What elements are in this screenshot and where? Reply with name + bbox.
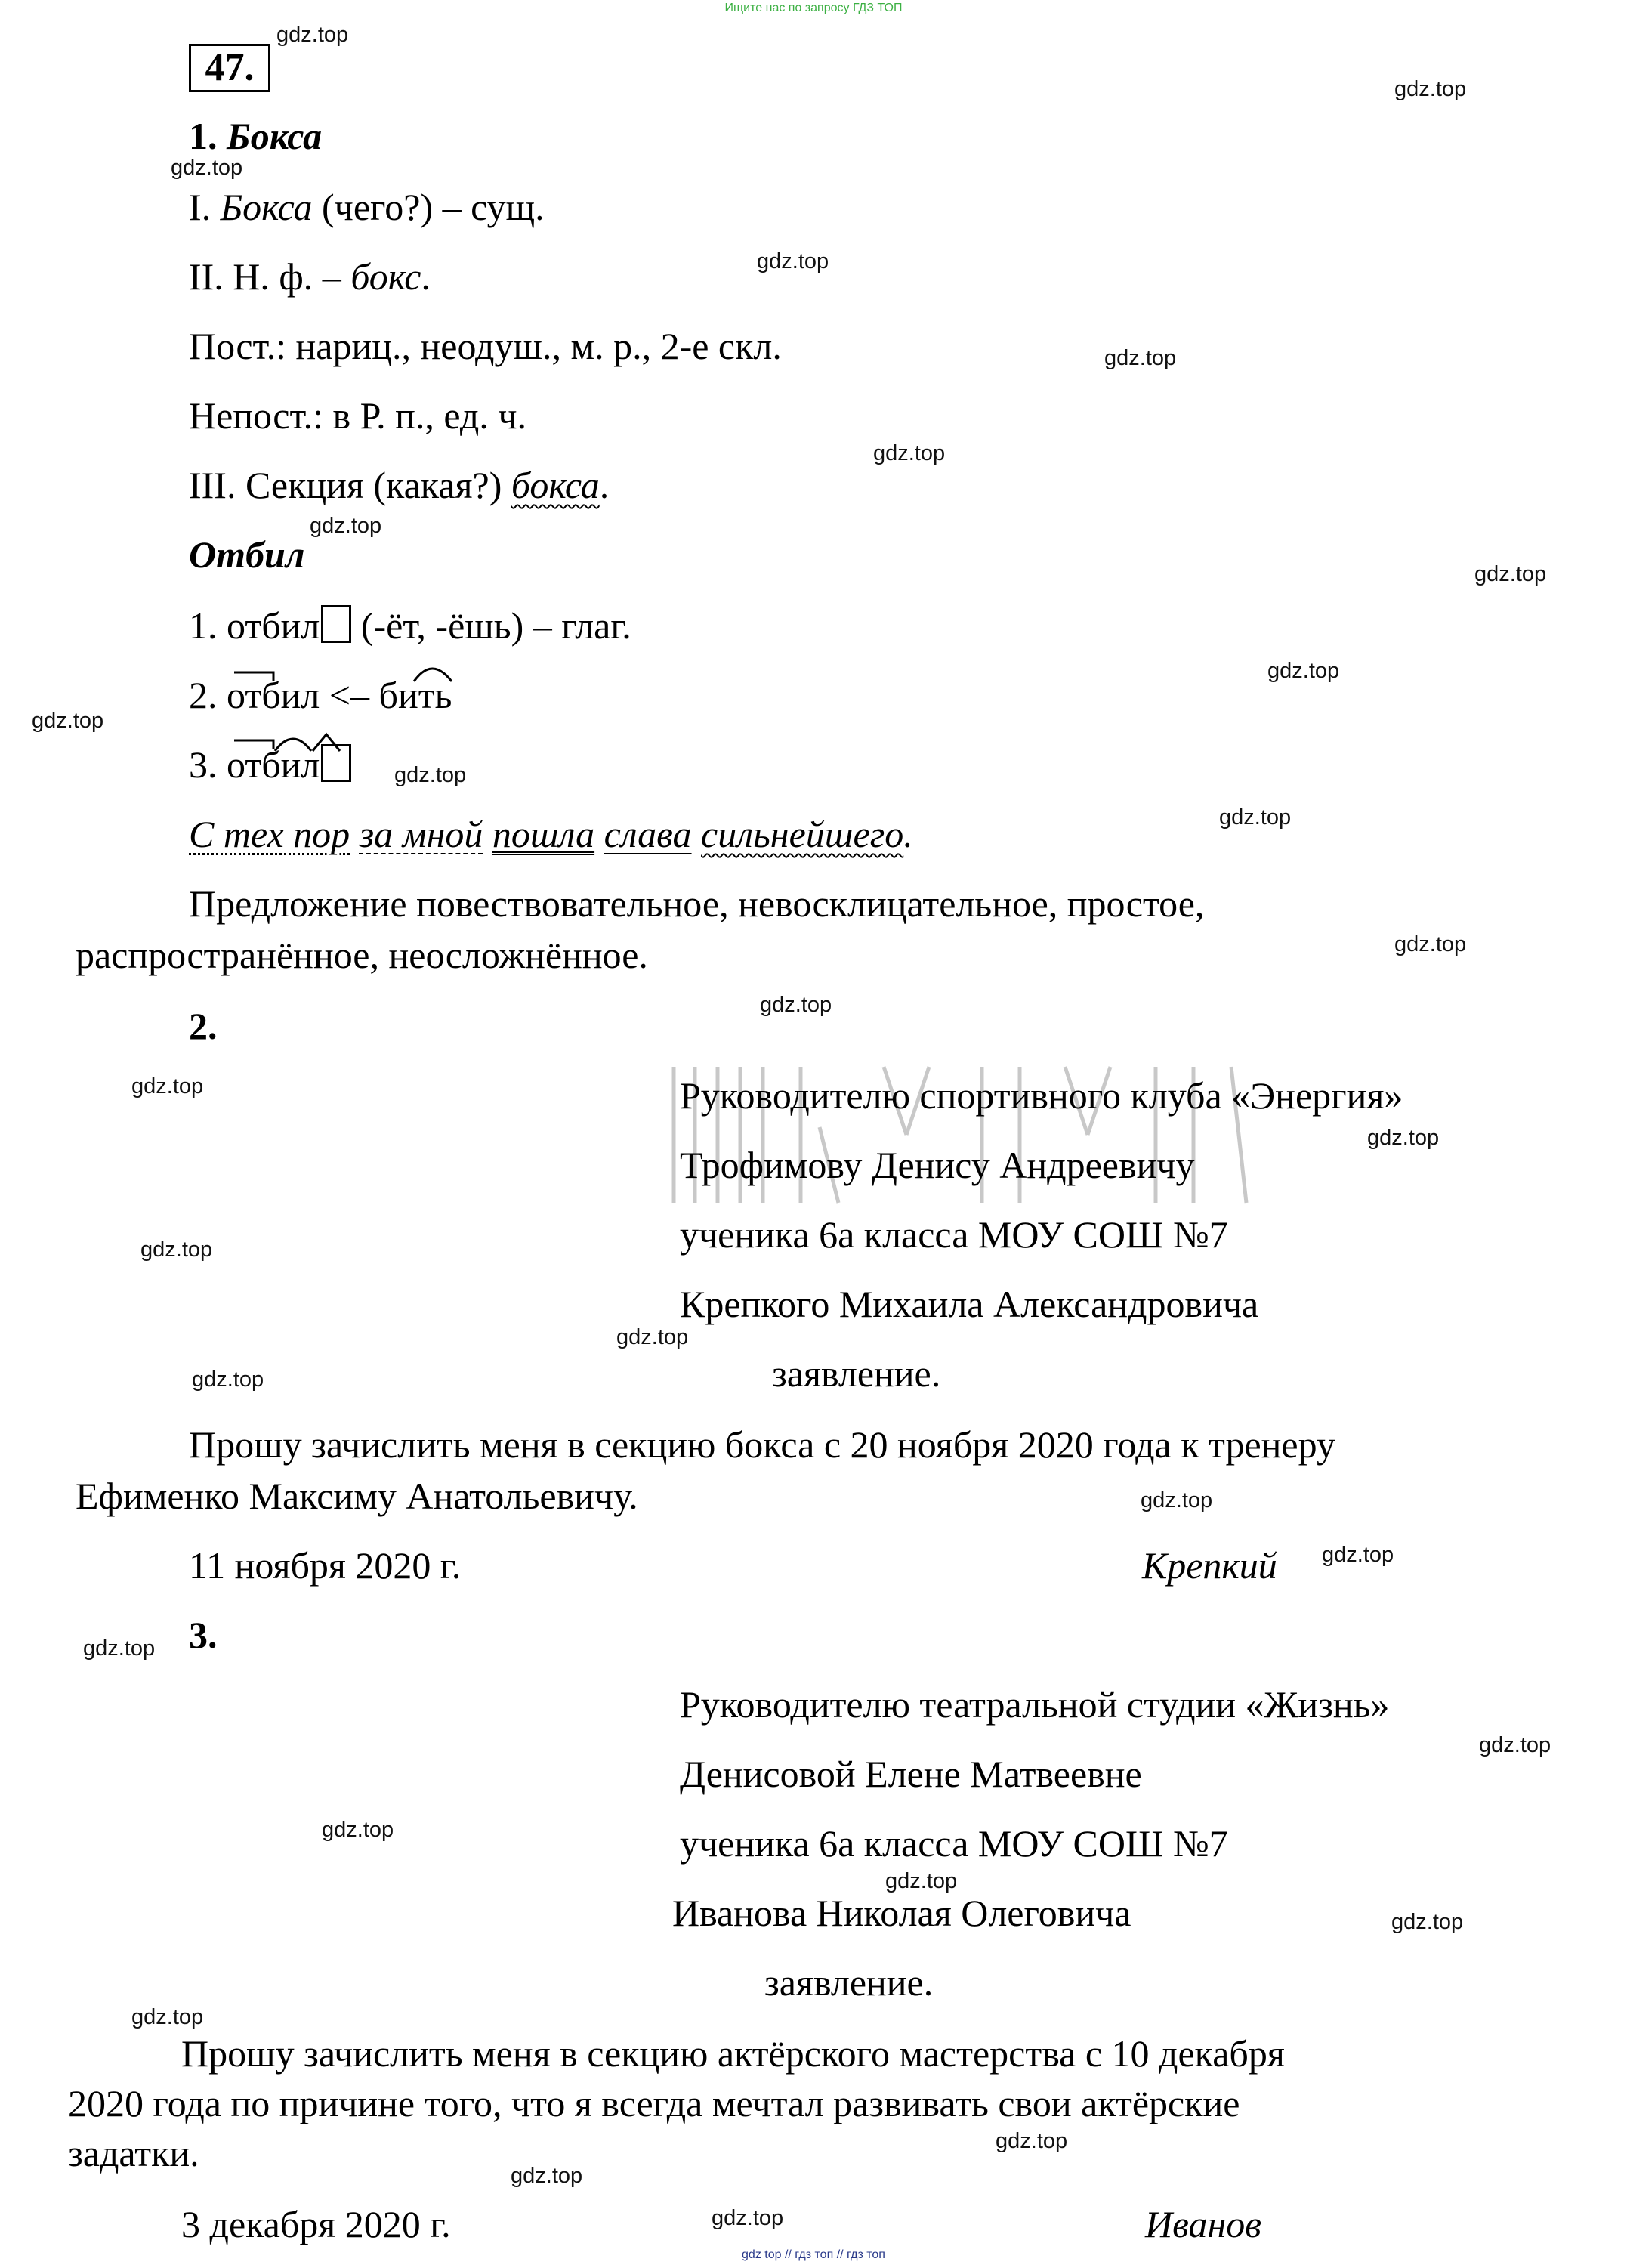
- watermark: gdz.top: [1474, 562, 1547, 586]
- watermark: gdz.top: [1391, 1910, 1464, 1934]
- watermark: gdz.top: [1367, 1126, 1440, 1150]
- prefix-mark: [234, 672, 273, 681]
- watermark: gdz.top: [1267, 659, 1340, 683]
- analysis-line-2: распространённое, неосложнённое.: [76, 934, 648, 976]
- watermark: gdz.top: [616, 1325, 689, 1349]
- task2-body-line-2: Ефименко Максиму Анатольевичу.: [76, 1475, 638, 1517]
- task3-body-line-1: Прошу зачислить меня в секцию актёрского мастерства с 10 декабря: [181, 2032, 1285, 2075]
- watermark: gdz.top: [1479, 1733, 1551, 1757]
- word-analysis-2-word: отбил: [227, 674, 320, 716]
- watermark: gdz.top: [1394, 932, 1467, 956]
- watermark: gdz.top: [32, 709, 104, 733]
- watermark: gdz.top: [276, 23, 349, 47]
- footer-note: gdz top // гдз топ // гдз топ: [742, 2248, 885, 2261]
- root-arc-mark-2: [275, 739, 311, 751]
- sentence-attribute: сильнейшего: [701, 813, 904, 855]
- watermark: gdz.top: [131, 2005, 204, 2029]
- task2-title: заявление.: [772, 1352, 941, 1395]
- suffix-mark: [313, 734, 340, 751]
- task2-addressee-line-2: Трофимову Денису Андреевичу: [680, 1144, 1195, 1186]
- morph-line-1-word: Бокса: [220, 186, 313, 228]
- parsed-sentence: [189, 811, 913, 857]
- sentence-object: за мной: [359, 813, 483, 855]
- morph-line-2-c: .: [421, 255, 431, 298]
- task1-number: 1.: [189, 115, 218, 157]
- watermark: gdz.top: [1394, 77, 1467, 101]
- watermark: gdz.top: [757, 249, 829, 273]
- task2-number: 2.: [189, 1005, 218, 1047]
- morph-line-5-a: III. Секция (какая?): [189, 464, 511, 506]
- word-analysis-2-root-word: бить: [378, 674, 452, 716]
- morph-line-1-a: I.: [189, 186, 221, 228]
- watermark: gdz.top: [1322, 1543, 1394, 1567]
- watermark: gdz.top: [996, 2129, 1068, 2153]
- watermark: gdz.top: [83, 1636, 156, 1661]
- watermark: gdz.top: [192, 1367, 264, 1392]
- watermark: gdz.top: [1219, 805, 1292, 830]
- task3-from-line-1: ученика 6а класса МОУ СОШ №7: [680, 1822, 1228, 1865]
- watermark: gdz.top: [140, 1238, 213, 1262]
- word-analysis-3-num: 3.: [189, 743, 227, 786]
- task3-body-line-2: 2020 года по причине того, что я всегда мечтал развивать свои актёрские: [68, 2082, 1240, 2124]
- watermark: gdz.top: [322, 1818, 394, 1842]
- watermark: gdz.top: [712, 2206, 784, 2230]
- task2-signature: Крепкий: [1142, 1544, 1277, 1587]
- task3-body-line-3: задатки.: [68, 2132, 199, 2174]
- task2-body-line-1: Прошу зачислить меня в секцию бокса с 20 ноября 2020 года к тренеру: [189, 1423, 1335, 1466]
- morph-line-2-a: II. Н. ф. –: [189, 255, 351, 298]
- morph-line-3: Пост.: нариц., неодуш., м. р., 2-е скл.: [189, 325, 782, 367]
- analysis-line-1: Предложение повествовательное, невосклицательное, простое,: [189, 882, 1205, 925]
- task3-addressee-line-1: Руководителю театральной студии «Жизнь»: [680, 1683, 1390, 1726]
- task3-from-line-2: Иванова Николая Олеговича: [672, 1892, 1131, 1934]
- task1-word: Бокса: [227, 115, 323, 157]
- watermark: gdz.top: [885, 1869, 958, 1893]
- task3-date: 3 декабря 2020 г.: [181, 2203, 451, 2245]
- task3-number: 3.: [189, 1614, 218, 1656]
- watermark: gdz.top: [310, 514, 382, 538]
- morph-line-2-word: бокс: [350, 255, 421, 298]
- word-analysis-2-arrow: <–: [320, 674, 379, 716]
- watermark: gdz.top: [873, 441, 946, 465]
- task2-date: 11 ноября 2020 г.: [189, 1544, 462, 1587]
- task3-title: заявление.: [764, 1961, 934, 2004]
- task1-word2: Отбил: [189, 533, 305, 576]
- sentence-subject: слава: [604, 813, 692, 855]
- task2-from-line-2: Крепкого Михаила Александровича: [680, 1283, 1259, 1325]
- word-analysis-1-word: отбил: [227, 604, 320, 647]
- task2-addressee-line-1: Руководителю спортивного клуба «Энергия»: [680, 1074, 1403, 1117]
- watermark: gdz.top: [1141, 1488, 1213, 1513]
- watermark: gdz.top: [131, 1074, 204, 1098]
- word-analysis-1-text: (-ёт, -ёшь) – глаг.: [351, 604, 631, 647]
- watermark: gdz.top: [511, 2164, 583, 2188]
- morph-line-5-c: .: [599, 464, 610, 506]
- sentence-adverbial: С тех пор: [189, 813, 350, 855]
- sentence-end: .: [903, 813, 913, 855]
- header-note: Ищите нас по запросу ГДЗ ТОП: [724, 2, 903, 14]
- watermark: gdz.top: [760, 993, 832, 1017]
- task3-addressee-line-2: Денисовой Елене Матвеевне: [680, 1753, 1142, 1795]
- word-analysis-2-num: 2.: [189, 674, 227, 716]
- watermark: gdz.top: [1104, 346, 1177, 370]
- word-analysis-1-num: 1.: [189, 604, 227, 647]
- watermark: gdz.top: [171, 156, 243, 180]
- exercise-number: 47.: [189, 44, 270, 92]
- morph-line-4: Непост.: в Р. п., ед. ч.: [189, 394, 527, 437]
- prefix-mark-2: [234, 740, 273, 749]
- sentence-predicate: пошла: [492, 813, 595, 855]
- task2-from-line-1: ученика 6а класса МОУ СОШ №7: [680, 1213, 1228, 1256]
- watermark: gdz.top: [394, 763, 467, 787]
- root-arc-mark: [414, 669, 452, 681]
- task3-signature: Иванов: [1145, 2203, 1261, 2245]
- morph-line-1-c: (чего?) – сущ.: [312, 186, 545, 228]
- word-analysis-3-word: отбил: [227, 743, 320, 786]
- morph-line-5-word: бокса: [511, 464, 600, 506]
